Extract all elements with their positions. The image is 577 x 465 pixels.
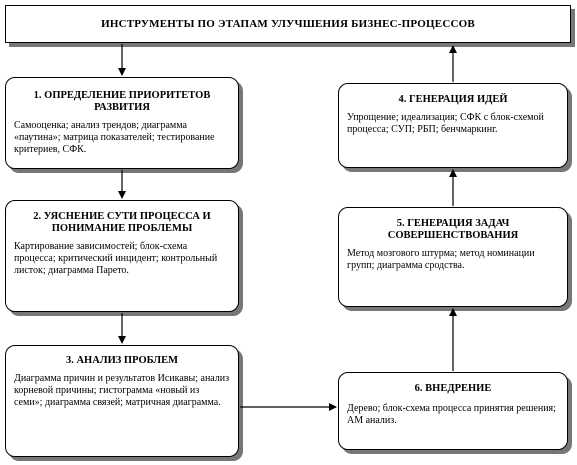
stage-5-heading: 5. ГЕНЕРАЦИЯ ЗАДАЧ СОВЕРШЕНСТВОВАНИЯ (387, 218, 519, 241)
stage-4-tools: Упрощение; идеализация; СФК с блок-схемой процесса; СУП; РБП; бенчмаркинг. (347, 112, 544, 135)
stage-2-heading: 2. УЯСНЕНИЕ СУТИ ПРОЦЕССА И ПОНИМАНИЕ ПРОБЛЕМЫ (33, 211, 211, 234)
stage-4-heading: 4. ГЕНЕРАЦИЯ ИДЕЙ (398, 94, 508, 105)
stage-2-tools: Картирование зависимостей; блок-схема процесса; критический инцидент; контрольный листок; диаграмма Парето. (14, 241, 218, 276)
stage-6-heading: 6. ВНЕДРЕНИЕ (414, 383, 492, 394)
diagram-title: ИНСТРУМЕНТЫ ПО ЭТАПАМ УЛУЧШЕНИЯ БИЗНЕС-ПРОЦЕССОВ (5, 5, 571, 43)
stage-3-heading: 3. АНАЛИЗ ПРОБЛЕМ (65, 355, 179, 366)
stage-1-heading: 1. ОПРЕДЕЛЕНИЕ ПРИОРИТЕТОВ РАЗВИТИЯ (33, 90, 211, 113)
stage-3-tools: Диаграмма причин и результатов Исикавы; анализ корневой причины; гистограмма «новый из семи»; диаграмма связей; матричная диаграмма. (14, 373, 230, 408)
stage-6-tools: Дерево; блок-схема процесса принятия решения; АМ анализ. (347, 403, 556, 426)
stage-5-tools: Метод мозгового штурма; метод номинации групп; диаграмма сродства. (347, 248, 535, 271)
stage-1-tools: Самооценка; анализ трендов; диаграмма «паутина»; матрица показателей; тестирование критериев, СФК. (14, 120, 215, 155)
